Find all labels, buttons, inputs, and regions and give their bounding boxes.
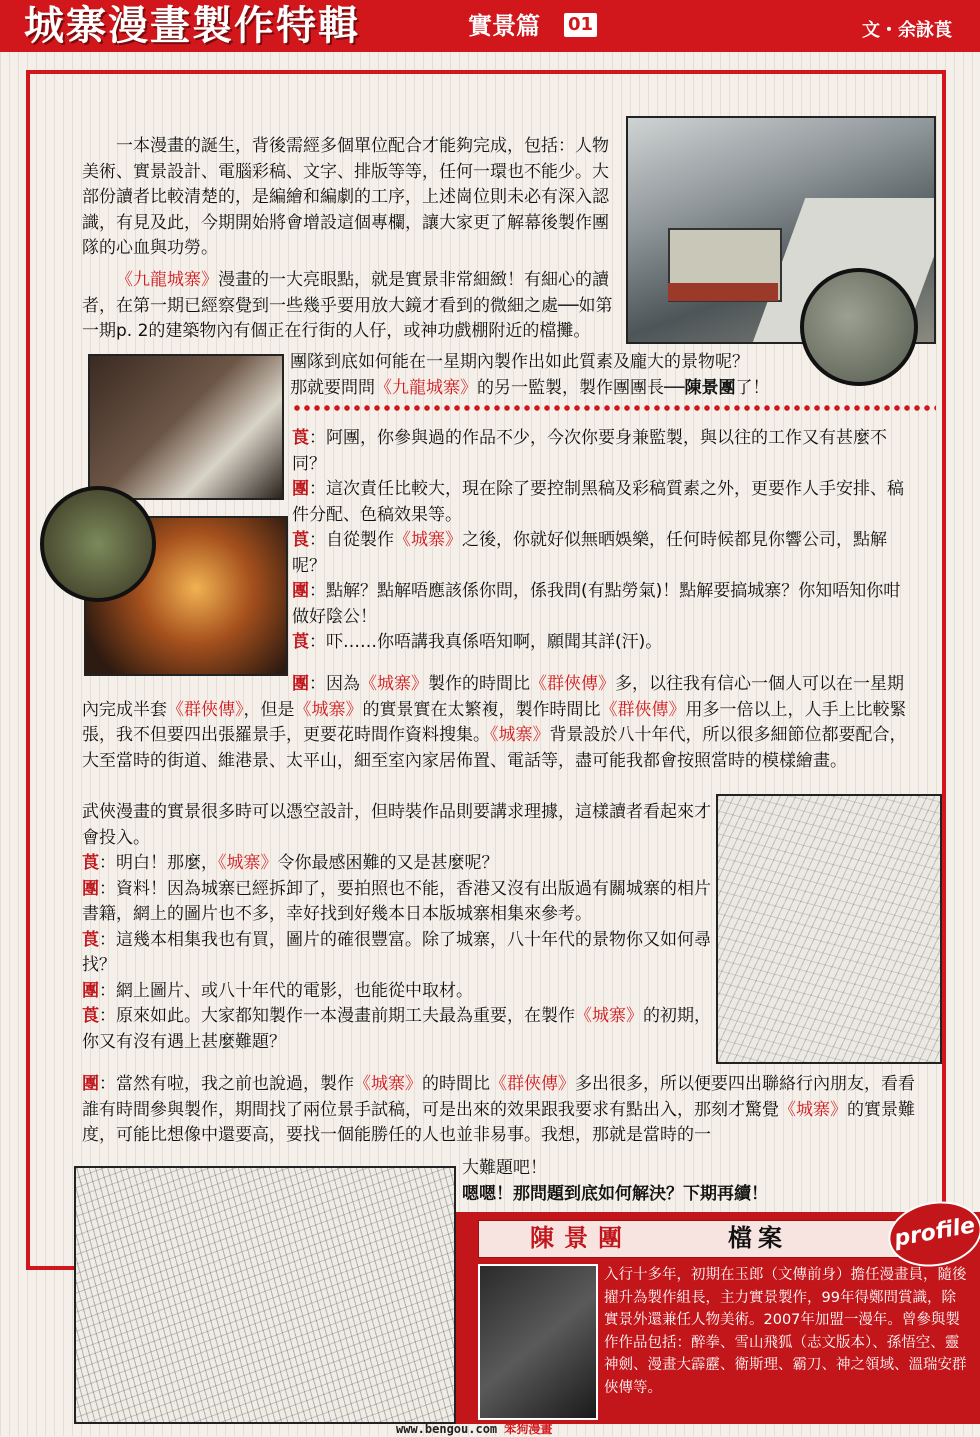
intro-text-2 — [82, 268, 622, 345]
header-bar — [0, 0, 980, 52]
footer-url[interactable]: www.bengou.com — [396, 1422, 498, 1436]
author-credit: 文・余詠莨 — [862, 20, 952, 41]
sep: ： — [99, 853, 116, 873]
speaker-q: 莨 — [82, 1006, 99, 1026]
speaker-a: 團 — [82, 980, 99, 1001]
a3-a: 因為 — [326, 674, 360, 694]
intro-paragraph-2-text: 漫畫的一大亮眼點，就是實景非常細緻！有細心的讀者，在第一期已經察覺到一些幾乎要用放大鏡才看到的微細之處──如第一期p. 2的建築物內有個正在行街的人仔，或神功戲棚附近的檔攤。 — [82, 270, 613, 341]
profile-name: 陳景團 — [530, 1224, 632, 1252]
speaker-a: 團 — [82, 1074, 99, 1094]
dotted-divider — [292, 404, 936, 412]
page-title: 城寨漫畫製作特輯 — [24, 3, 360, 49]
speaker-q: 莨 — [82, 853, 99, 873]
a3-c: 多，以往我有信心一個人可以在一星期內完成半套 — [82, 674, 904, 720]
title-ref: 《群俠傳》 — [490, 1074, 575, 1094]
profile-photo — [478, 1264, 598, 1420]
title-ref: 《城寨》 — [294, 699, 363, 720]
title-ref: 《九龍城寨》 — [375, 377, 477, 398]
interview-block-3 — [82, 800, 712, 1055]
pencil-sketch-image — [716, 794, 942, 1064]
sep: ： — [309, 632, 326, 652]
q6-a: 原來如此。大家都知製作一本漫畫前期工夫最為重要，在製作 — [116, 1006, 575, 1026]
q3-text: 吓……你唔講我真係唔知啊，願聞其詳(汗)。 — [326, 632, 663, 652]
detail-zoom-bubble-image-left — [40, 486, 156, 602]
a4-text: 資料！因為城寨已經拆卸了，要拍照也不能，香港又沒有出版過有關城寨的相片書籍，網上的圖片也不多，幸好找到好幾本日本版城寨相集來參考。 — [82, 878, 711, 924]
profile-logo: profile — [883, 1194, 980, 1273]
speaker-a: 團 — [82, 878, 99, 899]
section-label: 實景篇 — [468, 12, 540, 40]
footer-watermark — [396, 1420, 552, 1437]
intro-paragraph-2 — [82, 268, 622, 345]
q6-b: 的初期，你又有沒有遇上甚麼難題？ — [82, 1006, 711, 1052]
a6-a: 當然有啦，我之前也說過，製作 — [116, 1074, 354, 1094]
producer-name: 陳景團 — [684, 377, 736, 398]
a5-text: 網上圖片、或八十年代的電影，也能從中取材。 — [116, 980, 473, 1001]
title-ref: 《九龍城寨》 — [116, 270, 218, 290]
q1-text: 阿團，你參與過的作品不少，今次你要身兼監製，與以往的工作又有甚麼不同？ — [292, 428, 887, 474]
sep: ： — [99, 929, 116, 950]
interview-block-5 — [462, 1156, 922, 1207]
question-1 — [292, 426, 916, 477]
profile-tag: 檔案 — [728, 1224, 788, 1252]
answer-1 — [292, 477, 916, 528]
sep: ： — [309, 530, 326, 550]
a3-g: 背景設於八十年代，所以很多細節位都要配合，大至當時的街道、維港景、太平山，細至室內家居佈置、電話等，盡可能我都會按照當時的模樣繪畫。 — [82, 725, 907, 771]
sep: ： — [99, 1006, 116, 1026]
a3-f: 用多一倍以上，人手上比較緊張，我不但要四出張羅景手，更要花時間作資料搜集。 — [82, 699, 907, 745]
profile-bio: 入行十多年，初期在玉郎（文傳前身）擔任漫畫員，隨後擢升為製作組長，主力實景製作，99年得鄭問賞識，除實景外還兼任人物美術。2007年加盟一漫年。曾參與製作作品包括：醉拳、雪山飛狐（志文版本）、孫悟空、靈神劍、漫畫大霹靂、衛斯理、霸刀、神之領域、溫瑞安群俠傳等。 — [604, 1267, 967, 1396]
q5-text: 這幾本相集我也有買，圖片的確很豐富。除了城寨，八十年代的景物你又如何尋找？ — [82, 929, 711, 975]
artist-at-desk-photo — [88, 354, 284, 500]
a6-c: 多出很多，所以便要四出聯絡行內朋友，看看誰有時間參與製作，期間找了兩位景手試稿，可是出來的效果跟我要求有點出入，那刻才驚覺 — [82, 1074, 915, 1120]
interview-block-1 — [292, 426, 916, 656]
intro-p4-a: 那就要問問 — [290, 377, 375, 398]
speaker-a: 團 — [292, 581, 309, 601]
title-ref: 《群俠傳》 — [530, 674, 615, 694]
a6-d: 的實景難度，可能比想像中還要高，要找一個能勝任的人也並非易事。我想，那就是當時的一 — [82, 1099, 915, 1145]
a3-d: ，但是 — [243, 699, 295, 720]
sep: ： — [309, 428, 326, 448]
answer-3 — [82, 672, 916, 774]
q4-a: 明白！那麼， — [116, 853, 218, 873]
speaker-q: 莨 — [292, 530, 309, 550]
speaker-q: 莨 — [292, 632, 309, 652]
answer-5 — [82, 979, 712, 1005]
street-sketch-image — [74, 1166, 456, 1424]
sep: ： — [99, 1074, 116, 1094]
answer-6-end: 大難題吧！ — [462, 1158, 547, 1178]
title-ref: 《城寨》 — [354, 1074, 422, 1094]
speaker-q: 莨 — [82, 929, 99, 950]
intro-paragraph-4 — [290, 376, 850, 402]
a3-e: 的實景實在太繁複，製作時間比 — [362, 699, 601, 720]
title-ref: 《城寨》 — [490, 725, 550, 745]
sep: ： — [99, 980, 116, 1001]
section-number-badge: 01 — [564, 13, 597, 37]
answer-6 — [82, 1072, 916, 1149]
answer-2 — [292, 579, 916, 630]
sep: ： — [309, 479, 326, 499]
q2-a: 自從製作 — [326, 530, 394, 550]
intro-text — [82, 134, 622, 262]
title-ref: 《城寨》 — [218, 853, 278, 873]
intro-p4-b: 的另一監製，製作團團長── — [477, 377, 685, 398]
a2-text: 點解？點解唔應該係你問，係我問(有點勞氣)！點解要搞城寨？你知唔知你咁做好陰公！ — [292, 581, 901, 627]
question-4 — [82, 851, 712, 877]
a6-b: 的時間比 — [422, 1074, 490, 1094]
sep: ： — [309, 674, 326, 694]
closing-line: 嗯嗯！那問題到底如何解決？下期再續！ — [462, 1183, 768, 1204]
sep: ： — [99, 878, 116, 899]
answer-3-continued: 武俠漫畫的實景很多時可以憑空設計，但時裝作品則要講求理據，這樣讀者看起來才會投入。 — [82, 802, 711, 848]
question-3 — [292, 630, 916, 656]
title-ref: 《群俠傳》 — [600, 699, 686, 720]
footer-brand: 笨狗漫畫 — [504, 1422, 553, 1436]
question-2 — [292, 528, 916, 579]
intro-text-3 — [290, 350, 850, 401]
title-ref: 《城寨》 — [779, 1099, 847, 1120]
title-ref: 《群俠傳》 — [167, 699, 244, 720]
intro-paragraph-3: 團隊到底如何能在一星期內製作出如此質素及龐大的景物呢？ — [290, 352, 749, 372]
title-ref: 《城寨》 — [394, 530, 462, 550]
title-ref: 《城寨》 — [360, 674, 428, 694]
a1-text: 這次責任比較大，現在除了要控制黑稿及彩稿質素之外，更要作人手安排、稿件分配、色稿效果等。 — [292, 479, 904, 525]
speaker-a: 團 — [292, 479, 309, 499]
question-6 — [82, 1004, 712, 1055]
interview-block-2 — [82, 672, 916, 774]
question-5 — [82, 928, 712, 979]
speaker-a: 團 — [292, 674, 309, 694]
answer-4 — [82, 877, 712, 928]
speaker-q: 莨 — [292, 428, 309, 448]
title-ref: 《城寨》 — [575, 1006, 643, 1026]
sep: ： — [309, 581, 326, 601]
q2-b: 之後，你就好似無晒娛樂，任何時候都見你響公司，點解呢？ — [292, 530, 887, 576]
q4-b: 令你最感困難的又是甚麼呢？ — [277, 853, 499, 873]
interview-block-4 — [82, 1072, 916, 1149]
intro-paragraph-1: 一本漫畫的誕生，背後需經多個單位配合才能夠完成，包括：人物美術、實景設計、電腦彩稿、文字、排版等等，任何一環也不能少。大部份讀者比較清楚的，是編繪和編劇的工序，上述崗位則未必有深入認識，有見及此，今期開始將會增設這個專欄，讓大家更了解幕後製作團隊的心血與功勞。 — [82, 136, 609, 258]
intro-p4-c: 了！ — [735, 377, 770, 398]
a3-b: 製作的時間比 — [428, 674, 530, 694]
